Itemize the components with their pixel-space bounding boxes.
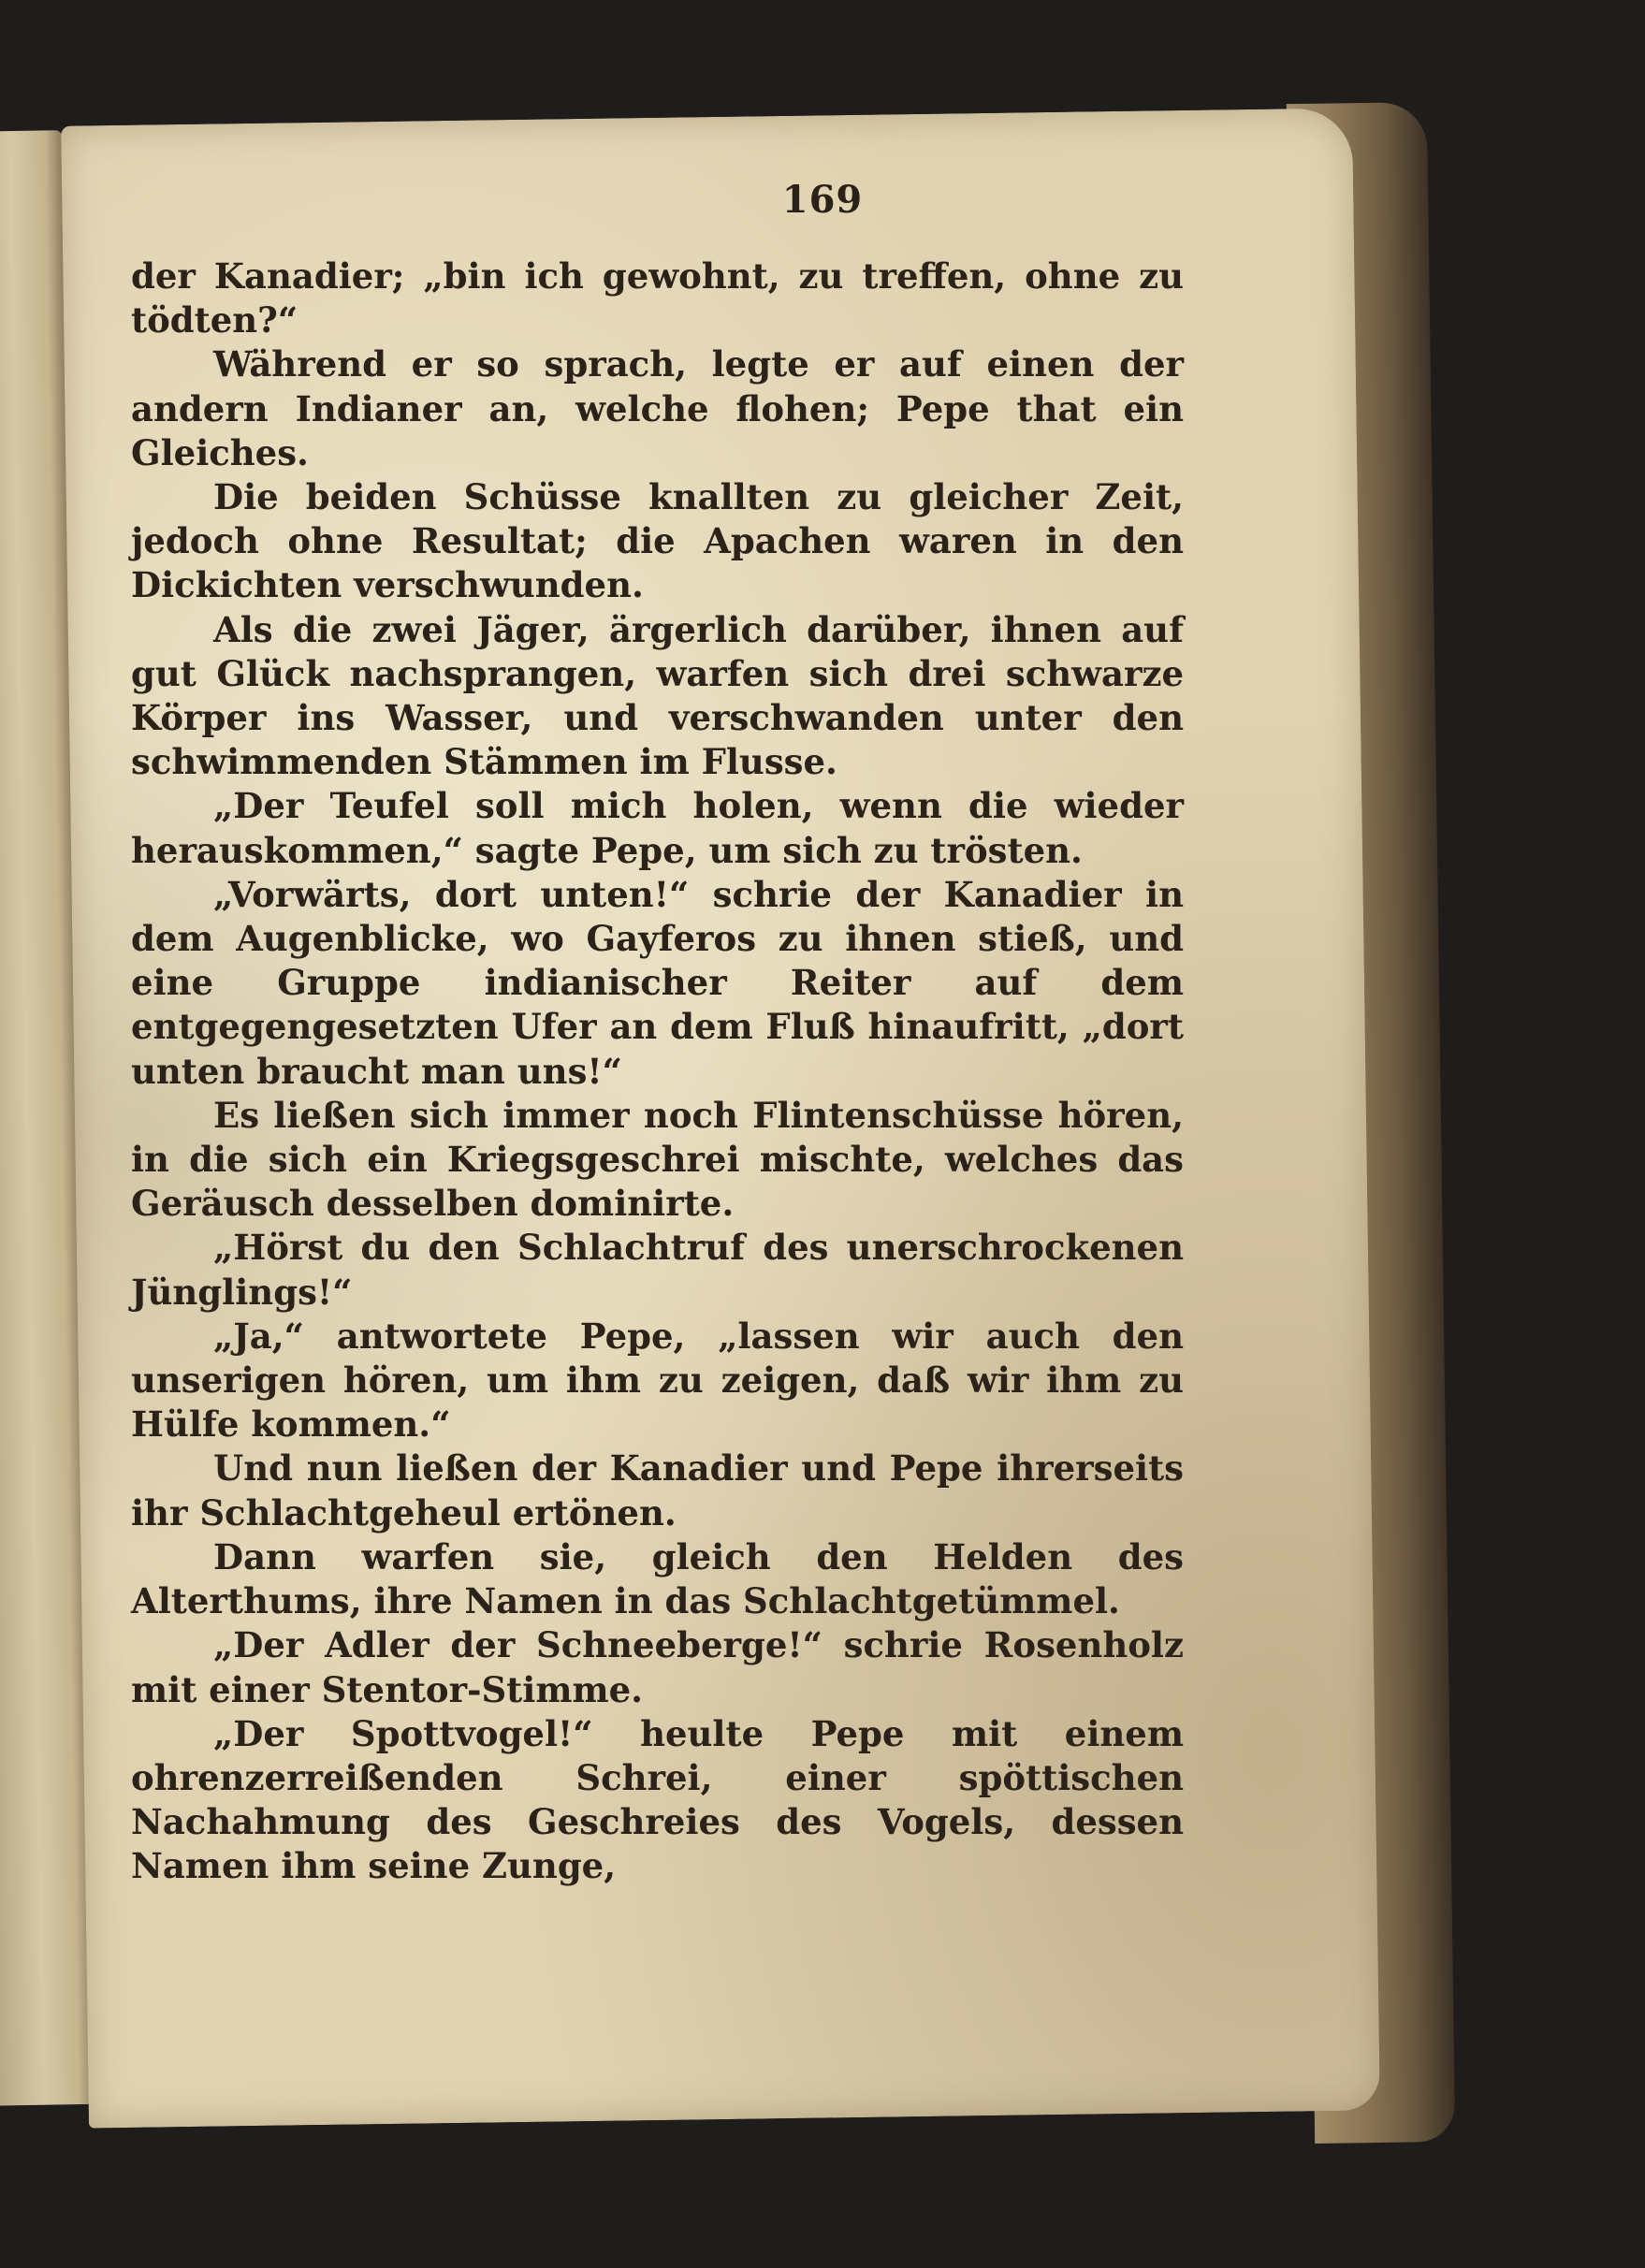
paragraph: Während er so sprach, legte er auf einen der andern Indianer an, welche flohen; Pepe that ein Gleiches. bbox=[131, 343, 1184, 473]
paragraph: „Der Teufel soll mich holen, wenn die wieder herauskommen,“ sagte Pepe, um sich zu trösten. bbox=[131, 785, 1184, 871]
paragraph: „Hörst du den Schlachtruf des unerschrockenen Jünglings!“ bbox=[131, 1227, 1184, 1313]
paragraph: Es ließen sich immer noch Flintenschüsse hören, in die sich ein Kriegsgeschrei mischte, welches das Geräusch desselben dominirte. bbox=[131, 1094, 1184, 1225]
paragraph: Und nun ließen der Kanadier und Pepe ihrerseits ihr Schlachtgeheul ertönen. bbox=[131, 1447, 1184, 1534]
paragraph: „Ja,“ antwortete Pepe, „lassen wir auch den unserigen hören, um ihm zu zeigen, daß wir ihm zu Hülfe kommen.“ bbox=[131, 1315, 1184, 1446]
paragraph: Als die zwei Jäger, ärgerlich darüber, ihnen auf gut Glück nachsprangen, warfen sich drei schwarze Körper ins Wasser, und verschwanden unter den schwimmenden Stämmen im Flusse. bbox=[131, 608, 1184, 783]
page-text bbox=[131, 254, 1184, 1889]
paragraph: „Vorwärts, dort unten!“ schrie der Kanadier in dem Augenblicke, wo Gayferos zu ihnen stieß, und eine Gruppe indianischer Reiter auf dem entgegengesetzten Ufer an dem Fluß hinaufritt, „dort unten braucht man uns!“ bbox=[131, 873, 1184, 1092]
paragraph: Die beiden Schüsse knallten zu gleicher Zeit, jedoch ohne Resultat; die Apachen waren in den Dickichten verschwunden. bbox=[131, 476, 1184, 606]
paragraph: der Kanadier; „bin ich gewohnt, zu treffen, ohne zu tödten?“ bbox=[131, 255, 1184, 342]
paragraph: „Der Spottvogel!“ heulte Pepe mit einem ohrenzerreißenden Schrei, einer spöttischen Nachahmung des Geschreies des Vogels, dessen Namen ihm seine Zunge, bbox=[131, 1712, 1184, 1887]
paragraph: Dann warfen sie, gleich den Helden des Alterthums, ihre Namen in das Schlachtgetümmel. bbox=[131, 1535, 1184, 1622]
paragraph: „Der Adler der Schneeberge!“ schrie Rosenholz mit einer Stentor-Stimme. bbox=[131, 1624, 1184, 1710]
page-number: 169 bbox=[781, 178, 864, 222]
